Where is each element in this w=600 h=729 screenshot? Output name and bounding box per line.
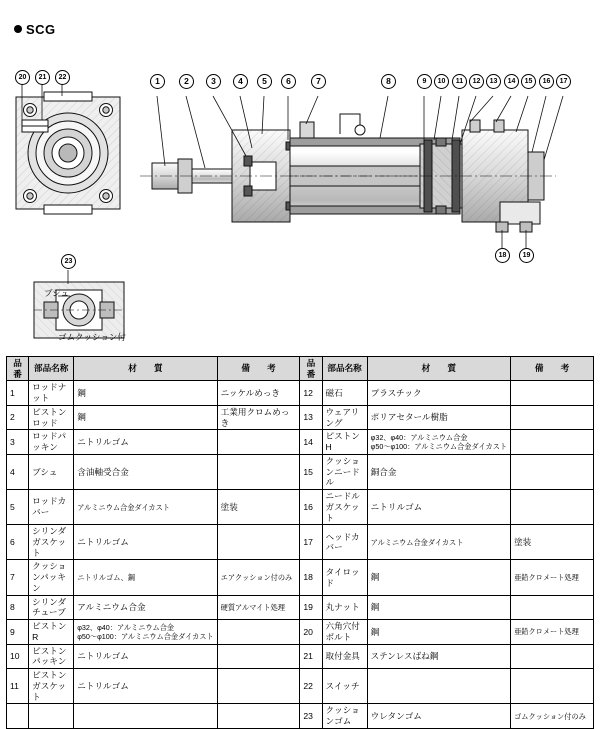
- table-row: [7, 595, 594, 619]
- cell-material: 鋼: [367, 620, 510, 644]
- cell-material: 鋼: [367, 560, 510, 595]
- callout-9: 9: [417, 74, 432, 89]
- cell-no: 9: [7, 620, 29, 644]
- cell-material: ステンレスばね鋼: [367, 644, 510, 668]
- cell-material: ニトリルゴム: [74, 644, 217, 668]
- cell-note: 塗装: [511, 525, 594, 560]
- cell-note: 塗装: [217, 490, 300, 525]
- page-title-text: SCG: [26, 22, 56, 37]
- cell-note: [217, 669, 300, 704]
- cell-note: 亜鉛クロメート処理: [511, 620, 594, 644]
- cell-material: 銅合金: [367, 454, 510, 489]
- cell-material: アルミニウム合金ダイカスト: [74, 490, 217, 525]
- callout-19: 19: [519, 248, 534, 263]
- cell-name: ロッドナット: [29, 381, 74, 405]
- cell-note-empty: [217, 704, 300, 728]
- cell-note: [511, 381, 594, 405]
- cell-material: 鋼: [367, 595, 510, 619]
- cell-note: [511, 595, 594, 619]
- callout-4: 4: [233, 74, 248, 89]
- cell-material-line1: φ32、φ40：アルミニウム合金: [77, 622, 175, 632]
- callout-18: 18: [495, 248, 510, 263]
- cell-note: [511, 405, 594, 429]
- header-no-left: 品番: [7, 357, 29, 381]
- cell-material: アルミニウム合金ダイカスト: [367, 525, 510, 560]
- cushion-detail-view: [34, 270, 124, 338]
- cell-note: [511, 430, 594, 454]
- cell-no: 2: [7, 405, 29, 429]
- cell-name: ピストンガスケット: [29, 669, 74, 704]
- table-row: [7, 490, 594, 525]
- cell-no: 4: [7, 454, 29, 489]
- cell-material-empty: [74, 704, 217, 728]
- callout-3: 3: [206, 74, 221, 89]
- table-header-row: [7, 357, 594, 381]
- cell-material: ニトリルゴム、鋼: [74, 560, 217, 595]
- callout-21: 21: [35, 70, 50, 85]
- cell-no: 1: [7, 381, 29, 405]
- cell-name: 丸ナット: [322, 595, 367, 619]
- cell-material-line2: φ50～φ100：アルミニウム合金ダイカスト: [77, 631, 214, 641]
- table-row: [7, 454, 594, 489]
- cell-material: [367, 669, 510, 704]
- cell-material: ウレタンゴム: [367, 704, 510, 728]
- cell-note: エアクッション付のみ: [217, 560, 300, 595]
- cell-no: 14: [300, 430, 322, 454]
- cell-material: 鋼: [74, 405, 217, 429]
- callout-20: 20: [15, 70, 30, 85]
- cell-name: 磁石: [322, 381, 367, 405]
- table-row: [7, 405, 594, 429]
- cell-material-line2: φ50～φ100：アルミニウム合金ダイカスト: [370, 442, 508, 452]
- cell-no: 6: [7, 525, 29, 560]
- callout-6: 6: [281, 74, 296, 89]
- cell-material: アルミニウム合金: [74, 595, 217, 619]
- cell-no: 7: [7, 560, 29, 595]
- callout-14: 14: [504, 74, 519, 89]
- cell-material: ニトリルゴム: [74, 430, 217, 454]
- callout-2: 2: [179, 74, 194, 89]
- cell-name: ピストンパッキン: [29, 644, 74, 668]
- cell-note: [217, 454, 300, 489]
- callout-7: 7: [311, 74, 326, 89]
- cell-name: シリンダガスケット: [29, 525, 74, 560]
- cell-note: 亜鉛クロメート処理: [511, 560, 594, 595]
- header-note-left: 備 考: [217, 357, 300, 381]
- cell-no: 15: [300, 454, 322, 489]
- callout-10: 10: [434, 74, 449, 89]
- cell-note: [511, 490, 594, 525]
- cell-name: 取付金具: [322, 644, 367, 668]
- cell-note: 硬質アルマイト処理: [217, 595, 300, 619]
- cell-no: 23: [300, 704, 322, 728]
- cell-note: [217, 525, 300, 560]
- callout-16: 16: [539, 74, 554, 89]
- callout-12: 12: [469, 74, 484, 89]
- callout-1: 1: [150, 74, 165, 89]
- cell-name: ニードルガスケット: [322, 490, 367, 525]
- cell-name: ロッドパッキン: [29, 430, 74, 454]
- table-row: [7, 560, 594, 595]
- end-view: [16, 80, 120, 214]
- cell-note: ゴムクッション付のみ: [511, 704, 594, 728]
- cell-note: 工業用クロムめっき: [217, 405, 300, 429]
- cell-material: ニトリルゴム: [367, 490, 510, 525]
- cell-name: ピストンロッド: [29, 405, 74, 429]
- cell-note: [217, 430, 300, 454]
- callout-13: 13: [486, 74, 501, 89]
- cell-name: ピストンH: [322, 430, 367, 454]
- table-row: [7, 704, 594, 728]
- header-name-right: 部品名称: [322, 357, 367, 381]
- cell-note: [217, 620, 300, 644]
- cell-no: 18: [300, 560, 322, 595]
- cell-note: [217, 644, 300, 668]
- cell-material-line1: φ32、φ40：アルミニウム合金: [370, 433, 468, 443]
- cell-note: [511, 644, 594, 668]
- cell-no: 16: [300, 490, 322, 525]
- cell-material: [367, 430, 510, 454]
- cell-name: ロッドカバー: [29, 490, 74, 525]
- cell-no: 10: [7, 644, 29, 668]
- callout-22: 22: [55, 70, 70, 85]
- cell-name: ヘッドカバー: [322, 525, 367, 560]
- detail-caption: ゴムクッション付: [58, 332, 126, 342]
- cell-material: ニトリルゴム: [74, 525, 217, 560]
- cell-name-empty: [29, 704, 74, 728]
- cell-material: ニトリルゴム: [74, 669, 217, 704]
- header-material-right: 材 質: [367, 357, 510, 381]
- cell-name: ピストンR: [29, 620, 74, 644]
- cell-no: 17: [300, 525, 322, 560]
- header-material-left: 材 質: [74, 357, 217, 381]
- cell-material: 鋼: [74, 381, 217, 405]
- table-row: [7, 620, 594, 644]
- cell-name: クッションゴム: [322, 704, 367, 728]
- cell-name: 六角穴付ボルト: [322, 620, 367, 644]
- cell-name: タイロッド: [322, 560, 367, 595]
- bush-label: ブシュ: [44, 288, 69, 298]
- cell-no: 19: [300, 595, 322, 619]
- callout-15: 15: [521, 74, 536, 89]
- callout-5: 5: [257, 74, 272, 89]
- header-note-right: 備 考: [511, 357, 594, 381]
- cell-name: クッションニードル: [322, 454, 367, 489]
- table-row: [7, 644, 594, 668]
- assembly-drawing: [0, 34, 600, 344]
- table-row: [7, 669, 594, 704]
- cell-no: 12: [300, 381, 322, 405]
- cell-name: ウェアリング: [322, 405, 367, 429]
- cell-no: 21: [300, 644, 322, 668]
- cell-no: 3: [7, 430, 29, 454]
- callout-17: 17: [556, 74, 571, 89]
- cell-no: 20: [300, 620, 322, 644]
- cell-no: 8: [7, 595, 29, 619]
- cell-name: シリンダチューブ: [29, 595, 74, 619]
- callout-8: 8: [381, 74, 396, 89]
- cell-no: 13: [300, 405, 322, 429]
- callout-11: 11: [452, 74, 467, 89]
- cell-note: [511, 669, 594, 704]
- cell-no: 11: [7, 669, 29, 704]
- cell-material: 含油軸受合金: [74, 454, 217, 489]
- table-row: [7, 430, 594, 454]
- cell-name: スイッチ: [322, 669, 367, 704]
- cell-no-empty: [7, 704, 29, 728]
- main-section-view: [140, 114, 556, 232]
- table-row: [7, 381, 594, 405]
- cell-material: ポリアセタール樹脂: [367, 405, 510, 429]
- header-name-left: 部品名称: [29, 357, 74, 381]
- cell-material: [74, 620, 217, 644]
- cell-no: 22: [300, 669, 322, 704]
- parts-table: [6, 356, 594, 729]
- table-row: [7, 525, 594, 560]
- callout-23: 23: [61, 254, 76, 269]
- cell-note: ニッケルめっき: [217, 381, 300, 405]
- cell-note: [511, 454, 594, 489]
- header-no-right: 品番: [300, 357, 322, 381]
- cell-name: クッションパッキン: [29, 560, 74, 595]
- cell-name: ブシュ: [29, 454, 74, 489]
- cell-material: プラスチック: [367, 381, 510, 405]
- cell-no: 5: [7, 490, 29, 525]
- bullet-icon: [14, 25, 22, 33]
